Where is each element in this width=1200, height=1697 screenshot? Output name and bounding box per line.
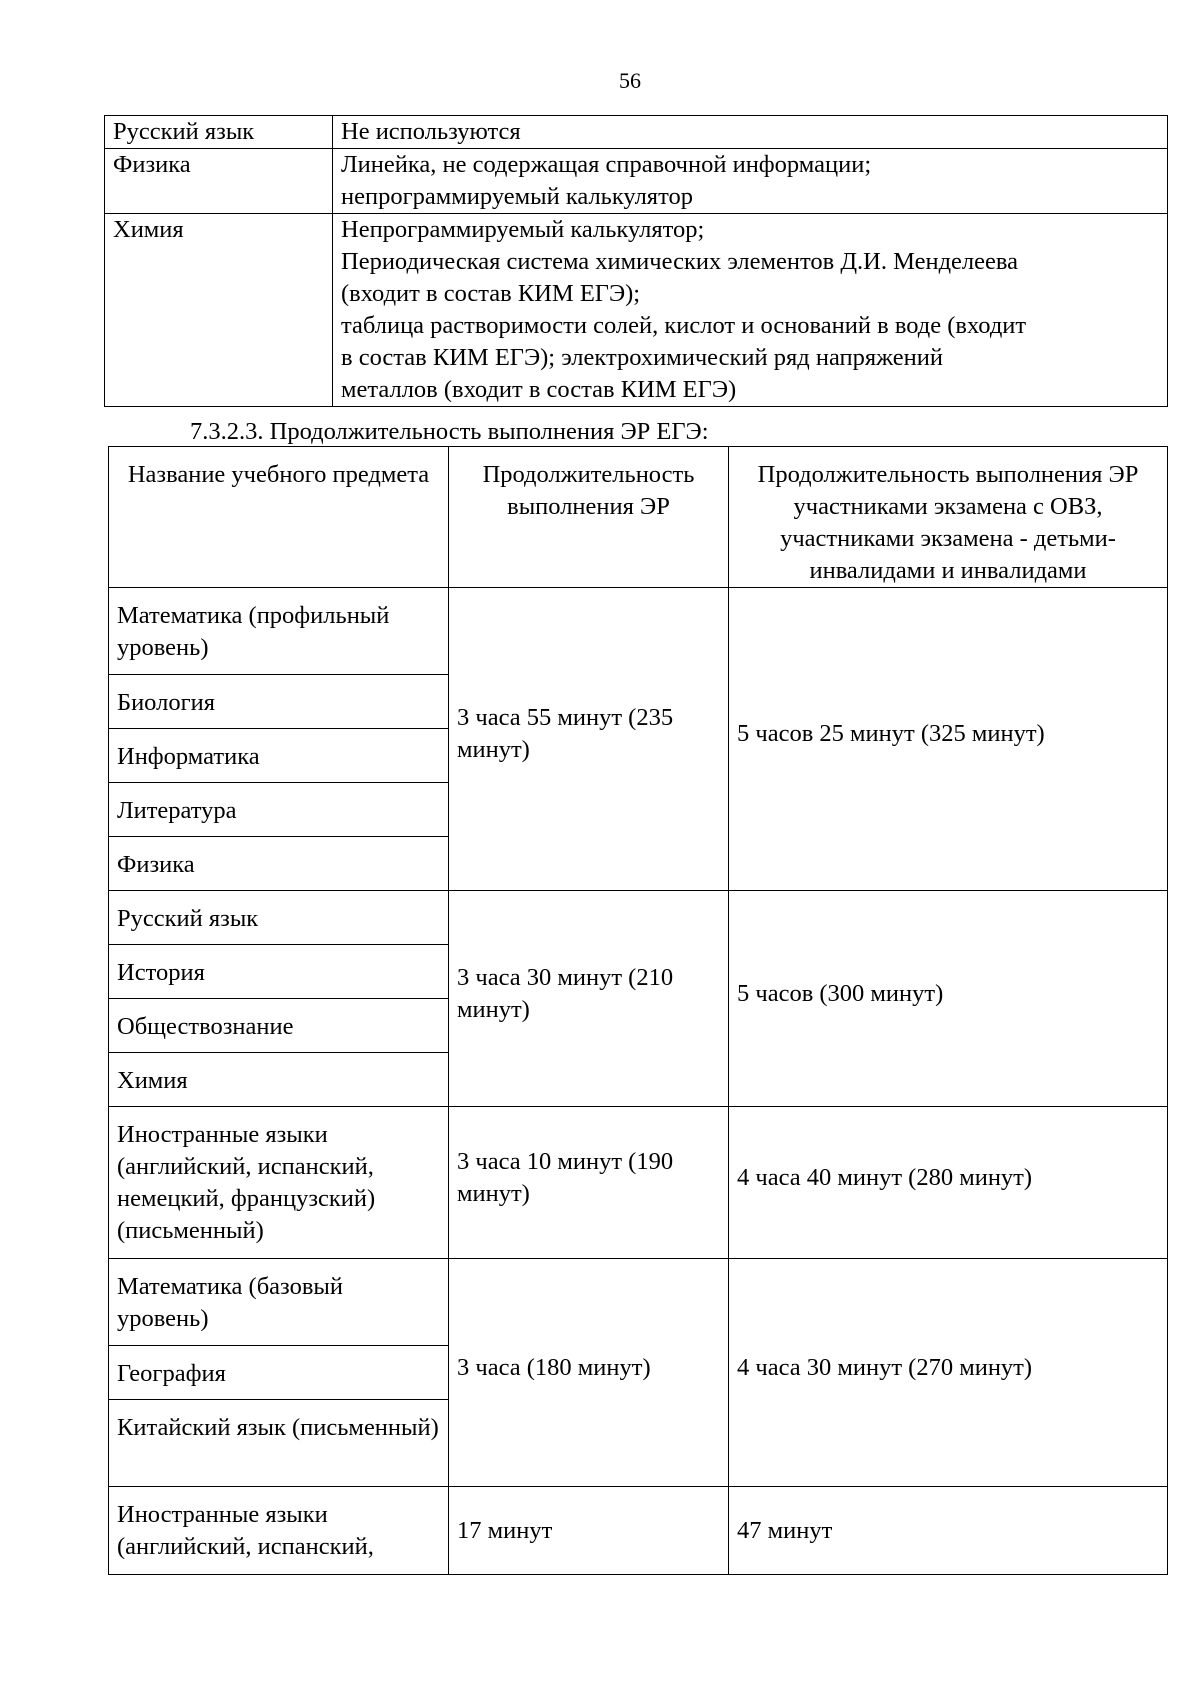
aids-cell bbox=[333, 214, 1168, 407]
page-number: 56 bbox=[619, 68, 641, 93]
duration-ovz-cell: 5 часов (300 минут) bbox=[729, 891, 1168, 1107]
subject-cell: История bbox=[109, 945, 449, 999]
table-row bbox=[105, 116, 1168, 149]
duration-ovz-cell: 47 минут bbox=[729, 1487, 1168, 1575]
aids-line: Периодическая система химических элементов Д.И. Менделеева bbox=[341, 248, 1019, 275]
subject-cell: Иностранные языки (английский, испанский, немецкий, французский) (письменный) bbox=[109, 1107, 449, 1259]
aids-line: Линейка, не содержащая справочной информации; bbox=[341, 151, 872, 178]
table-row bbox=[109, 588, 1168, 675]
table-row bbox=[109, 1487, 1168, 1575]
aids-line: (входит в состав КИМ ЕГЭ); bbox=[341, 280, 641, 307]
section-heading: 7.3.2.3. Продолжительность выполнения ЭР ЕГЭ: bbox=[190, 418, 709, 445]
subject-cell: Литература bbox=[109, 783, 449, 837]
subject-cell: Обществознание bbox=[109, 999, 449, 1053]
subject-cell: Физика bbox=[109, 837, 449, 891]
table-row bbox=[105, 214, 1168, 407]
subject-cell: Химия bbox=[109, 1053, 449, 1107]
table-row bbox=[109, 1107, 1168, 1259]
duration-ovz-cell: 4 часа 40 минут (280 минут) bbox=[729, 1107, 1168, 1259]
duration-cell: 3 часа 10 минут (190 минут) bbox=[449, 1107, 729, 1259]
subject-cell: Китайский язык (письменный) bbox=[109, 1400, 449, 1487]
aids-line: в состав КИМ ЕГЭ); электрохимический ряд напряжений bbox=[341, 344, 943, 371]
duration-cell: 3 часа 30 минут (210 минут) bbox=[449, 891, 729, 1107]
subject-cell: Биология bbox=[109, 675, 449, 729]
aids-line: металлов (входит в состав КИМ ЕГЭ) bbox=[341, 376, 737, 403]
subject-cell: Математика (базовый уровень) bbox=[109, 1259, 449, 1346]
duration-cell: 17 минут bbox=[449, 1487, 729, 1575]
duration-ovz-cell: 4 часа 30 минут (270 минут) bbox=[729, 1259, 1168, 1487]
table-row bbox=[105, 149, 1168, 214]
subject-cell: Химия bbox=[105, 214, 333, 407]
subject-cell: Информатика bbox=[109, 729, 449, 783]
aids-line: таблица растворимости солей, кислот и оснований в воде (входит bbox=[341, 312, 1027, 339]
aids-cell bbox=[333, 116, 1168, 149]
aids-line: Не используются bbox=[341, 118, 521, 145]
exam-duration-table bbox=[108, 446, 1168, 1575]
header-duration: Продолжительность выполнения ЭР bbox=[449, 447, 729, 588]
subject-cell: Иностранные языки (английский, испанский, bbox=[109, 1487, 449, 1575]
header-duration-ovz: Продолжительность выполнения ЭР участниками экзамена с ОВЗ, участниками экзамена - детьми-инвалидами и инвалидами bbox=[729, 447, 1168, 588]
aids-line: Непрограммируемый калькулятор; bbox=[341, 216, 705, 243]
allowed-aids-table bbox=[104, 115, 1168, 407]
duration-cell: 3 часа (180 минут) bbox=[449, 1259, 729, 1487]
table-row bbox=[109, 891, 1168, 945]
table-header-row bbox=[109, 447, 1168, 588]
subject-cell: Физика bbox=[105, 149, 333, 214]
duration-ovz-cell: 5 часов 25 минут (325 минут) bbox=[729, 588, 1168, 891]
header-subject: Название учебного предмета bbox=[109, 447, 449, 588]
subject-cell: Математика (профильный уровень) bbox=[109, 588, 449, 675]
aids-line: непрограммируемый калькулятор bbox=[341, 183, 693, 210]
subject-cell: Русский язык bbox=[105, 116, 333, 149]
subject-cell: География bbox=[109, 1346, 449, 1400]
subject-cell: Русский язык bbox=[109, 891, 449, 945]
table-row bbox=[109, 1259, 1168, 1346]
aids-cell bbox=[333, 149, 1168, 214]
duration-cell: 3 часа 55 минут (235 минут) bbox=[449, 588, 729, 891]
